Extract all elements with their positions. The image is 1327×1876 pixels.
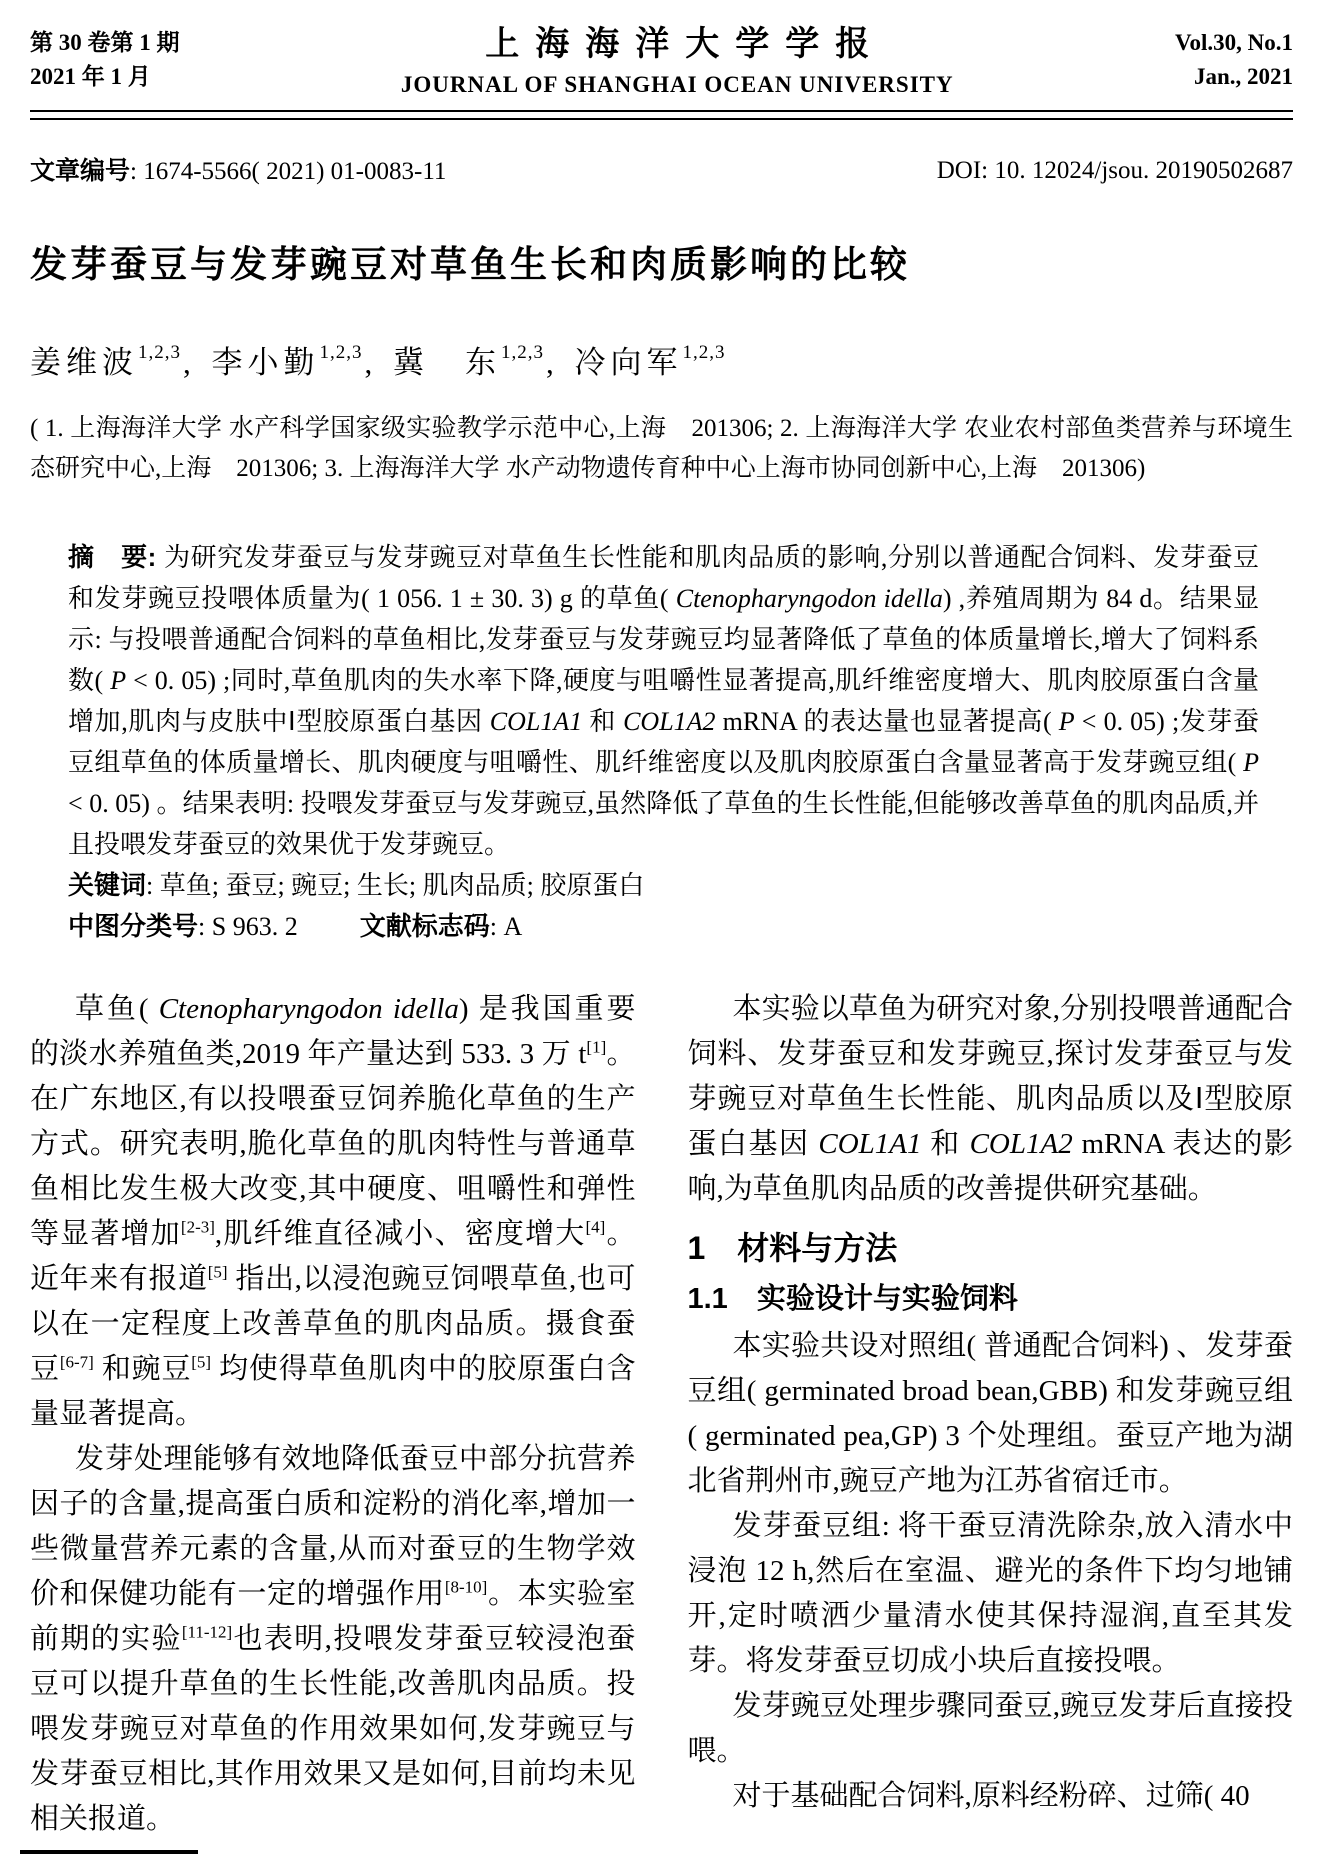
journal-title-en: JOURNAL OF SHANGHAI OCEAN UNIVERSITY (400, 72, 954, 97)
text-segment: 本实验共设对照组( 普通配合饲料) 、发芽蚕豆组( germinated broad bean,GBB) 和发芽豌豆组( germinated pea,GP) 3 个处理组。蚕豆产地为湖北省荆州市,豌豆产地为江苏省宿迁市。 (687, 1330, 1293, 1498)
affiliation: ( 1. 上海海洋大学 水产科学国家级实验教学示范中心,上海 201306; 2. 上海海洋大学 农业农村部鱼类营养与环境生态研究中心,上海 201306; 3. 上海海洋大学 水产动物遗传育种中心上海市协同创新中心,上海 201306) (30, 415, 1293, 483)
author-name: 冀 东 (393, 345, 501, 381)
journal-header (30, 26, 1293, 98)
reference-superscript: [1] (586, 1037, 607, 1057)
author-list (30, 335, 1293, 385)
author-affil-sup: 1,2,3 (501, 342, 544, 363)
journal-title-cn: 上海海洋大学学报 (485, 26, 886, 63)
text-segment: 和豌豆 (93, 1353, 192, 1386)
article-meta-row (30, 156, 1293, 187)
reference-superscript: [5] (207, 1262, 228, 1282)
text-segment: ) ,养殖周期为 84 d。结果显示: 与投喂普通配合饲料的草鱼相比,发芽蚕豆与发芽豌豆均显著降低了草鱼的体质量增长,增大了饲料系数( (68, 584, 1259, 696)
author-name: 李小勤 (211, 345, 320, 381)
journal-issue-cn: 第 30 卷第 1 期 (30, 30, 180, 55)
text-segment: mRNA 的表达量也显著提高( (715, 707, 1059, 737)
text-segment: P (110, 666, 127, 696)
author-separator: , (364, 345, 373, 381)
text-segment: < 0. 05) ;同时,草鱼肌肉的失水率下降,硬度与咀嚼性显著提高,肌纤维密度增大、肌肉胶原蛋白含量增加,肌肉与皮肤中Ⅰ型胶原蛋白基因 (68, 666, 1259, 737)
author (211, 342, 381, 381)
author-affil-sup: 1,2,3 (138, 342, 181, 363)
author-name: 冷向军 (574, 345, 683, 381)
body-paragraph (30, 987, 636, 1437)
text-segment: COL1A2 (623, 707, 716, 737)
body-paragraph (688, 987, 1294, 1212)
journal-title-block (180, 26, 1176, 98)
keywords-label: 关键词 (68, 870, 147, 901)
text-segment: COL1A1 (489, 707, 583, 737)
body-paragraph (688, 1324, 1294, 1504)
journal-date-cn: 2021 年 1 月 (30, 64, 151, 89)
author-separator: , (546, 345, 554, 381)
author (574, 342, 726, 381)
keywords-row (68, 865, 1259, 906)
section-heading: 1.1 实验设计与实验饲料 (687, 1283, 1018, 1316)
author-name: 姜维波 (30, 345, 138, 381)
author-affil-sup: 1,2,3 (682, 342, 726, 363)
classification-row (68, 906, 1259, 947)
reference-superscript: [4] (585, 1217, 606, 1237)
text-segment: 。本实验室前期的实验 (30, 1578, 636, 1656)
keywords-value: : 草鱼; 蚕豆; 豌豆; 生长; 肌肉品质; 胶原蛋白 (146, 871, 645, 901)
text-segment: 对于基础配合饲料,原料经粉碎、过筛( 40 (732, 1780, 1250, 1813)
body-columns (30, 987, 1293, 1842)
journal-volume-block (1175, 26, 1293, 94)
author (393, 342, 562, 381)
journal-date-en: Jan., 2021 (1193, 64, 1293, 89)
text-segment: 发芽豌豆处理步骤同蚕豆,豌豆发芽后直接投喂。 (687, 1690, 1293, 1768)
text-segment: 均使得草鱼肌肉中的胶原蛋白含量显著提高。 (30, 1353, 636, 1431)
abstract (68, 537, 1259, 865)
text-segment: 摘 要: (68, 542, 165, 573)
article-title: 发芽蚕豆与发芽豌豆对草鱼生长和肉质影响的比较 (30, 244, 910, 285)
text-segment: 指出,以浸泡豌豆饲喂草鱼,也可以在一定程度上改善草鱼的肌肉品质。摄食蚕豆 (30, 1263, 636, 1386)
left-column (30, 987, 636, 1842)
header-divider (30, 110, 1293, 120)
clc-label: 中图分类号 (68, 911, 199, 942)
text-segment: COL1A2 (969, 1128, 1073, 1161)
reference-superscript: [8-10] (444, 1577, 488, 1597)
text-segment: 发芽蚕豆组: 将干蚕豆清洗除杂,放入清水中浸泡 12 h,然后在室温、避光的条件下均匀地铺开,定时喷洒少量清水使其保持湿润,直至其发芽。将发芽蚕豆切成小块后直接投喂。 (687, 1510, 1293, 1678)
text-segment: P (1058, 707, 1075, 737)
reference-superscript: [2-3] (180, 1217, 215, 1237)
body-paragraph (688, 1504, 1294, 1684)
text-segment: Ctenopharyngodon idella (675, 584, 943, 614)
text-segment: < 0. 05) ;发芽蚕豆组草鱼的体质量增长、肌肉硬度与咀嚼性、肌纤维密度以及肌肉胶原蛋白含量显著高于发芽豌豆组( (68, 707, 1260, 778)
section-heading: 1 材料与方法 (687, 1230, 898, 1267)
article-id (30, 156, 446, 187)
footnote-divider (20, 1850, 198, 1854)
body-paragraph (688, 1774, 1294, 1819)
text-segment: COL1A1 (818, 1128, 922, 1161)
reference-superscript: [6-7] (59, 1352, 94, 1372)
text-segment: 。在广东地区,有以投喂蚕豆饲养脆化草鱼的生产方式。研究表明,脆化草鱼的肌肉特性与普通草鱼相比发生极大改变,其中硬度、咀嚼性和弹性等显著增加 (30, 1038, 636, 1251)
text-segment: 发芽处理能够有效地降低蚕豆中部分抗营养因子的含量,提高蛋白质和淀粉的消化率,增加一些微量营养元素的含量,从而对蚕豆的生物学效价和保健功能有一定的增强作用 (30, 1443, 636, 1611)
author-affil-sup: 1,2,3 (319, 342, 363, 363)
article-doi: DOI: 10. 12024/jsou. 20190502687 (936, 157, 1293, 184)
text-segment: 和 (921, 1128, 970, 1161)
text-segment: ) 是我国重要的淡水养殖鱼类,2019 年产量达到 533. 3 万 t (30, 993, 636, 1071)
text-segment: 也表明,投喂发芽蚕豆较浸泡蚕豆可以提升草鱼的生长性能,改善肌肉品质。投喂发芽豌豆对草鱼的作用效果如何,发芽豌豆与发芽蚕豆相比,其作用效果又是如何,目前均未见相关报道。 (30, 1623, 636, 1836)
doc-code-label: 文献标志码 (359, 911, 490, 942)
text-segment: 。近年来有报道 (30, 1218, 636, 1296)
text-segment: mRNA 表达的影响,为草鱼肌肉品质的改善提供研究基础。 (687, 1128, 1293, 1206)
author (30, 342, 199, 381)
article-id-label: 文章编号 (30, 157, 131, 185)
body-paragraph (30, 1437, 636, 1842)
text-segment: 本实验以草鱼为研究对象,分别投喂普通配合饲料、发芽蚕豆和发芽豌豆,探讨发芽蚕豆与发芽豌豆对草鱼生长性能、肌肉品质以及Ⅰ型胶原蛋白基因 (687, 993, 1293, 1161)
author-separator: , (183, 345, 191, 381)
journal-volume-en: Vol.30, No.1 (1175, 30, 1293, 55)
text-segment: < 0. 05) 。结果表明: 投喂发芽蚕豆与发芽豌豆,虽然降低了草鱼的生长性能,但能够改善草鱼的肌肉品质,并且投喂发芽蚕豆的效果优于发芽豌豆。 (68, 789, 1259, 860)
text-segment: ,肌纤维直径减小、密度增大 (214, 1218, 586, 1251)
right-column (688, 987, 1294, 1842)
text-segment: P (1243, 748, 1259, 778)
reference-superscript: [11-12] (181, 1622, 233, 1642)
doc-code-value: : A (489, 912, 523, 942)
clc-value: : S 963. 2 (198, 912, 298, 942)
text-segment: 和 (582, 707, 624, 737)
journal-issue-block (30, 26, 180, 94)
text-segment: Ctenopharyngodon idella (158, 993, 459, 1026)
text-segment: 草鱼( (75, 993, 159, 1026)
article-id-value: : 1674-5566( 2021) 01-0083-11 (130, 158, 447, 185)
body-paragraph (688, 1684, 1294, 1774)
text-segment: 为研究发芽蚕豆与发芽豌豆对草鱼生长性能和肌肉品质的影响,分别以普通配合饲料、发芽蚕豆和发芽豌豆投喂体质量为( 1 056. 1 ± 30. 3) g 的草鱼( (68, 543, 1259, 614)
reference-superscript: [5] (191, 1352, 212, 1372)
